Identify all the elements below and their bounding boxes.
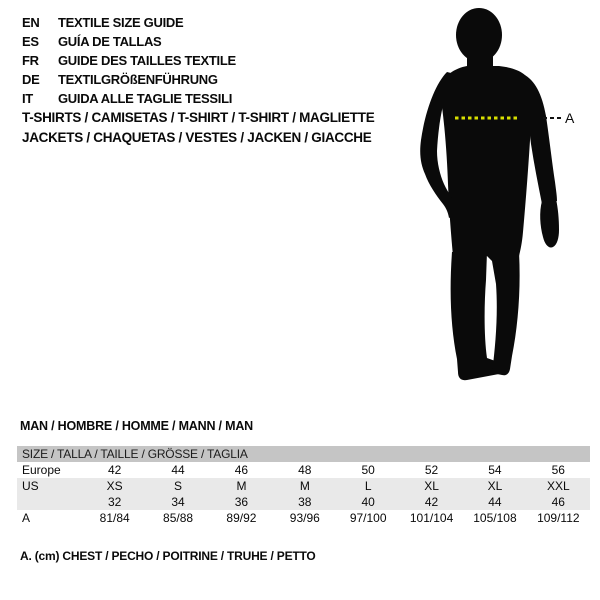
size-cell: 81/84 <box>99 511 130 525</box>
garment-categories <box>22 108 374 148</box>
row-label <box>17 494 83 510</box>
size-table <box>17 446 590 526</box>
language-code: DE <box>22 72 40 87</box>
language-title: GUIDA ALLE TAGLIE TESSILI <box>58 91 233 106</box>
size-cell: 42 <box>108 463 122 477</box>
size-cell: 32 <box>108 495 122 509</box>
size-cell: 46 <box>234 463 249 477</box>
size-cell: XL <box>487 479 503 493</box>
row-label: US <box>22 479 39 493</box>
size-cell: 34 <box>171 495 185 509</box>
size-table-header: SIZE / TALLA / TAILLE / GRÖSSE / TAGLIA <box>17 446 590 462</box>
size-cell: 105/108 <box>473 511 517 525</box>
size-cell: 93/96 <box>289 511 320 525</box>
row-label: A <box>22 511 31 525</box>
row-label: Europe <box>22 463 61 477</box>
category-tshirts: T-SHIRTS / CAMISETAS / T-SHIRT / T-SHIRT / MAGLIETTE <box>22 110 375 125</box>
language-title: TEXTILE SIZE GUIDE <box>58 15 184 30</box>
table-row-us <box>17 478 590 494</box>
language-code: IT <box>22 91 33 106</box>
size-cell: XS <box>106 479 123 493</box>
size-cell: 52 <box>424 463 439 477</box>
size-cell: 97/100 <box>349 511 387 525</box>
size-cell: 44 <box>488 495 502 509</box>
size-cell: 89/92 <box>226 511 257 525</box>
measurement-footnote: A. (cm) CHEST / PECHO / POITRINE / TRUHE / PETTO <box>20 549 316 563</box>
language-title-list <box>22 13 236 108</box>
language-row-es <box>22 32 236 51</box>
language-row-en <box>22 13 236 32</box>
size-cell: 109/112 <box>537 511 580 525</box>
language-code: ES <box>22 34 39 49</box>
section-heading-man: MAN / HOMBRE / HOMME / MANN / MAN <box>20 419 253 433</box>
size-cell: 85/88 <box>163 511 194 525</box>
table-row-chest-a <box>17 510 590 526</box>
size-cell: M <box>299 479 310 493</box>
language-row-de <box>22 70 236 89</box>
language-row-it <box>22 89 236 108</box>
man-silhouette <box>420 8 559 380</box>
size-cell: 36 <box>234 495 249 509</box>
language-row-fr <box>22 51 236 70</box>
size-cell: 50 <box>361 463 375 477</box>
measurement-figure <box>415 4 581 392</box>
size-cell: 46 <box>551 495 565 509</box>
size-cell: 44 <box>171 463 185 477</box>
language-title: GUIDE DES TAILLES TEXTILE <box>58 53 236 68</box>
figure-torso <box>439 66 532 256</box>
size-cell: M <box>236 479 247 493</box>
language-title: GUÍA DE TALLAS <box>58 34 162 49</box>
size-cell: XXL <box>546 479 570 493</box>
language-title: TEXTILGRÖßENFÜHRUNG <box>58 72 218 87</box>
size-cell: 54 <box>488 463 502 477</box>
size-cell: 48 <box>298 463 312 477</box>
category-jackets: JACKETS / CHAQUETAS / VESTES / JACKEN / GIACCHE <box>22 130 372 145</box>
size-cell: 38 <box>298 495 312 509</box>
measure-label: A <box>565 110 575 126</box>
size-cell: S <box>174 479 183 493</box>
language-code: FR <box>22 53 39 68</box>
size-cell: 40 <box>361 495 375 509</box>
language-code: EN <box>22 15 40 30</box>
size-cell: 101/104 <box>409 511 454 525</box>
size-cell: L <box>364 479 372 493</box>
size-cell: 56 <box>551 463 565 477</box>
table-row-numeric <box>17 494 590 510</box>
table-row-europe <box>17 462 590 478</box>
size-cell: XL <box>424 479 439 493</box>
size-cell: 42 <box>424 495 439 509</box>
figure-back-leg <box>483 252 520 375</box>
figure-right-hand <box>540 199 559 248</box>
man-silhouette-svg <box>415 4 581 392</box>
